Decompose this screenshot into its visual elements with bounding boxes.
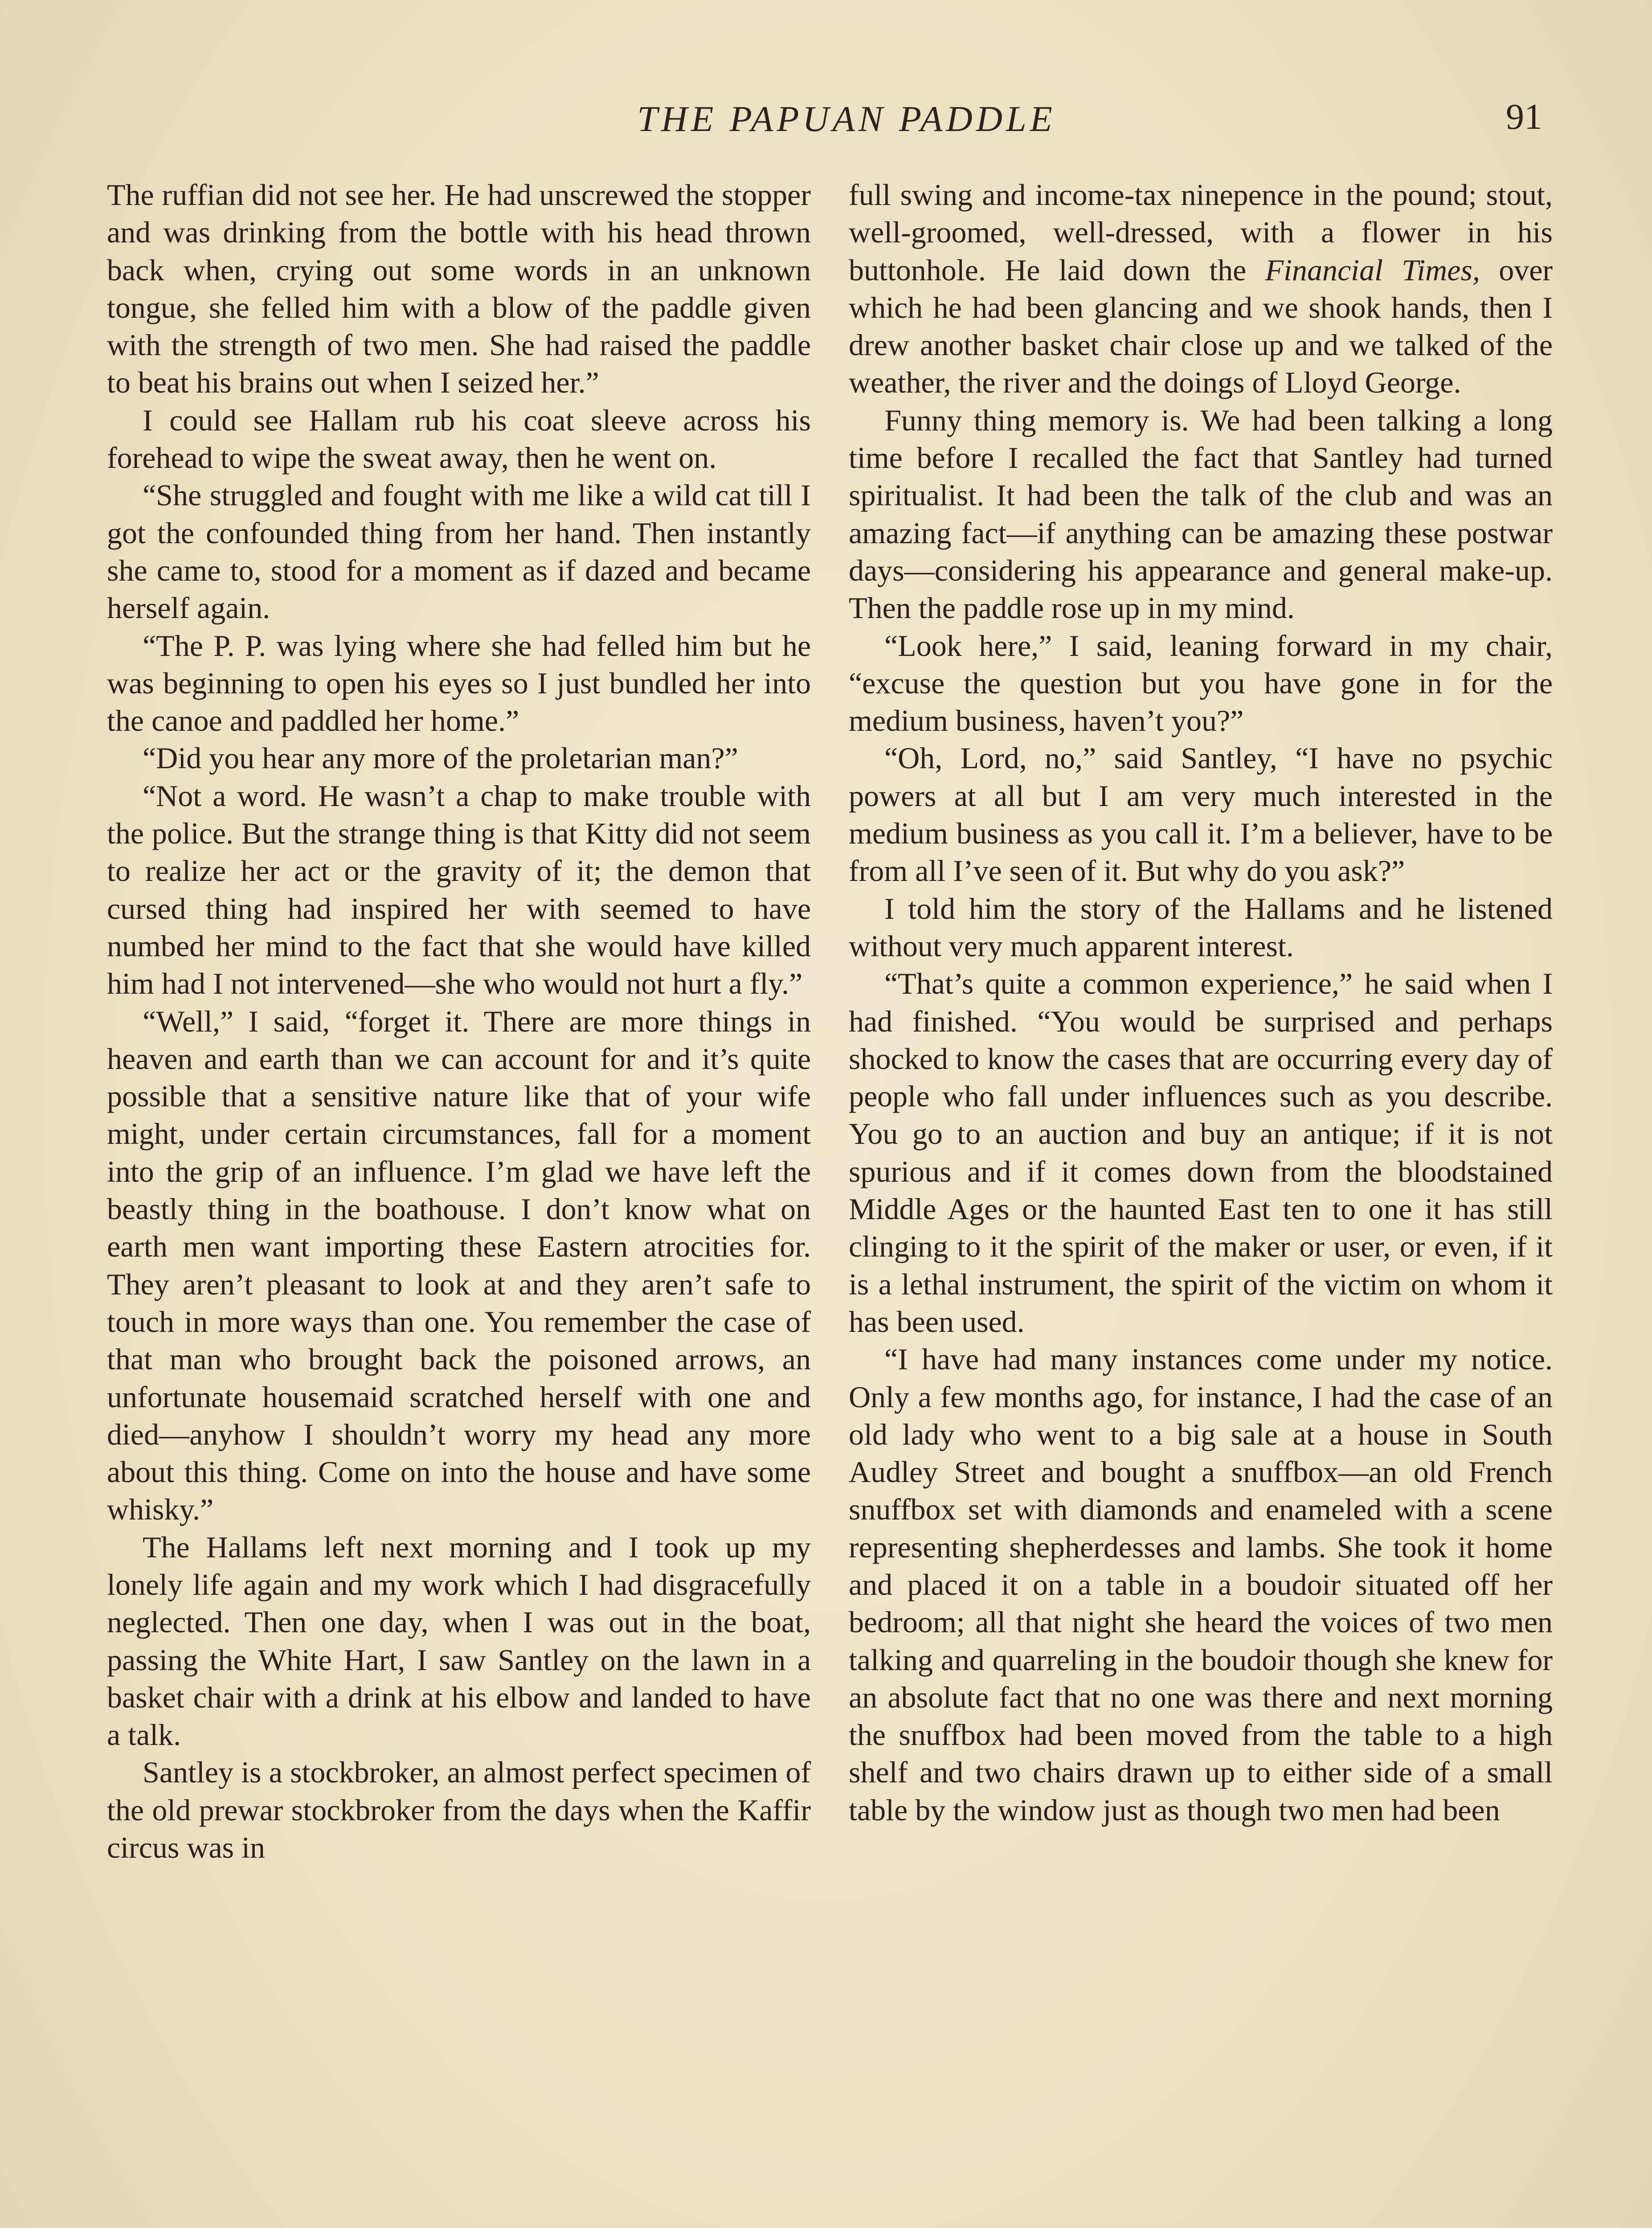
newspaper-title: Financial Times,: [1265, 253, 1480, 287]
paragraph: Santley is a stockbroker, an almost perfect specimen of the old prewar stockbroker from the days when the Kaffir circus was in: [107, 1755, 811, 1865]
paragraph: Funny thing memory is. We had been talking a long time before I recalled the fact that Santley had turned spiritualist. It had been the talk of the club and was an amazing fact—if anything can be amazing these postwar days—considering his appearance and general make-up. Then the paddle rose up in my mind.: [849, 403, 1553, 625]
paragraph: I could see Hallam rub his coat sleeve across his forehead to wipe the sweat away, then he went on.: [107, 403, 811, 475]
paragraph: “Well,” I said, “forget it. There are more things in heaven and earth than we can account for and it’s quite possible that a sensitive nature like that of your wife might, under certain circumstances, fall for a moment into the grip of an influence. I’m glad we have left the beastly thing in the boathouse. I don’t know what on earth men want importing these Eastern atrocities for. They aren’t pleasant to look at and they aren’t safe to touch in more ways than one. You remember the case of that man who brought back the poisoned arrows, an unfortunate housemaid scratched herself with one and died—anyhow I shouldn’t worry my head any more about this thing. Come on into the house and have some whisky.”: [107, 1004, 811, 1527]
paragraph: “That’s quite a common experience,” he said when I had finished. “You would be surprised and perhaps shocked to know the cases that are occurring every day of people who fall under influences such as you describe. You go to an auction and buy an antique; if it is not spurious and if it comes down from the bloodstained Middle Ages or the haunted East ten to one it has still clinging to it the spirit of the maker or user, or even, if it is a lethal instrument, the spirit of the victim on whom it has been used.: [849, 967, 1553, 1339]
paragraph: “Look here,” I said, leaning forward in my chair, “excuse the question but you have gone in for the medium business, haven’t you?”: [849, 628, 1553, 738]
paragraph: I told him the story of the Hallams and he listened without very much apparent interest.: [849, 891, 1553, 963]
paragraph: “The P. P. was lying where she had felled him but he was beginning to open his eyes so I just bundled her into the canoe and paddled her home.”: [107, 628, 811, 738]
paragraph: “Oh, Lord, no,” said Santley, “I have no psychic powers at all but I am very much interested in the medium business as you call it. I’m a believer, have to be from all I’ve seen of it. But why do you ask?”: [849, 741, 1553, 888]
text-run: full swing and income-tax ninepence in the pound; stout, well-groomed, well-dressed, with a flower in his buttonhole. He laid down the: [849, 178, 1553, 287]
paragraph: “Did you hear any more of the proletarian man?”: [143, 741, 738, 775]
right-column: [849, 176, 1553, 1829]
left-column: [107, 176, 811, 1866]
paragraph: The ruffian did not see her. He had unscrewed the stopper and was drinking from the bottle with his head thrown back when, crying out some words in an unknown tongue, she felled him with a blow of the paddle given with the strength of two men. She had raised the paddle to beat his brains out when I seized her.”: [107, 178, 811, 400]
text-run: over which he had been glancing and we shook hands, then I drew another basket chair close up and we talked of the weather, the river and the doings of Lloyd George.: [849, 253, 1553, 400]
page-number: 91: [1506, 96, 1542, 137]
running-title: THE PAPUAN PADDLE: [637, 98, 1056, 139]
paragraph: “I have had many instances come under my notice. Only a few months ago, for instance, I had the case of an old lady who went to a big sale at a house in South Audley Street and bought a snuffbox—an old French snuffbox set with diamonds and enameled with a scene representing shepherdesses and lambs. She took it home and placed it on a table in a boudoir situated off her bedroom; all that night she heard the voices of two men talking and quarreling in the boudoir though she knew for an absolute fact that no one was there and next morning the snuffbox had been moved from the table to a high shelf and two chairs drawn up to either side of a small table by the window just as though two men had been: [849, 1342, 1553, 1827]
paragraph: [849, 176, 1553, 401]
paragraph: The Hallams left next morning and I took up my lonely life again and my work which I had disgracefully neglected. Then one day, when I was out in the boat, passing the White Hart, I saw Santley on the lawn in a basket chair with a drink at his elbow and landed to have a talk.: [107, 1530, 811, 1752]
paragraph: “Not a word. He wasn’t a chap to make trouble with the police. But the strange thing is that Kitty did not seem to realize her act or the gravity of it; the demon that cursed thing had inspired her with seemed to have numbed her mind to the fact that she would have killed him had I not intervened—she who would not hurt a fly.”: [107, 778, 811, 1001]
paragraph: “She struggled and fought with me like a wild cat till I got the confounded thing from her hand. Then instantly she came to, stood for a moment as if dazed and became herself again.: [107, 478, 811, 625]
